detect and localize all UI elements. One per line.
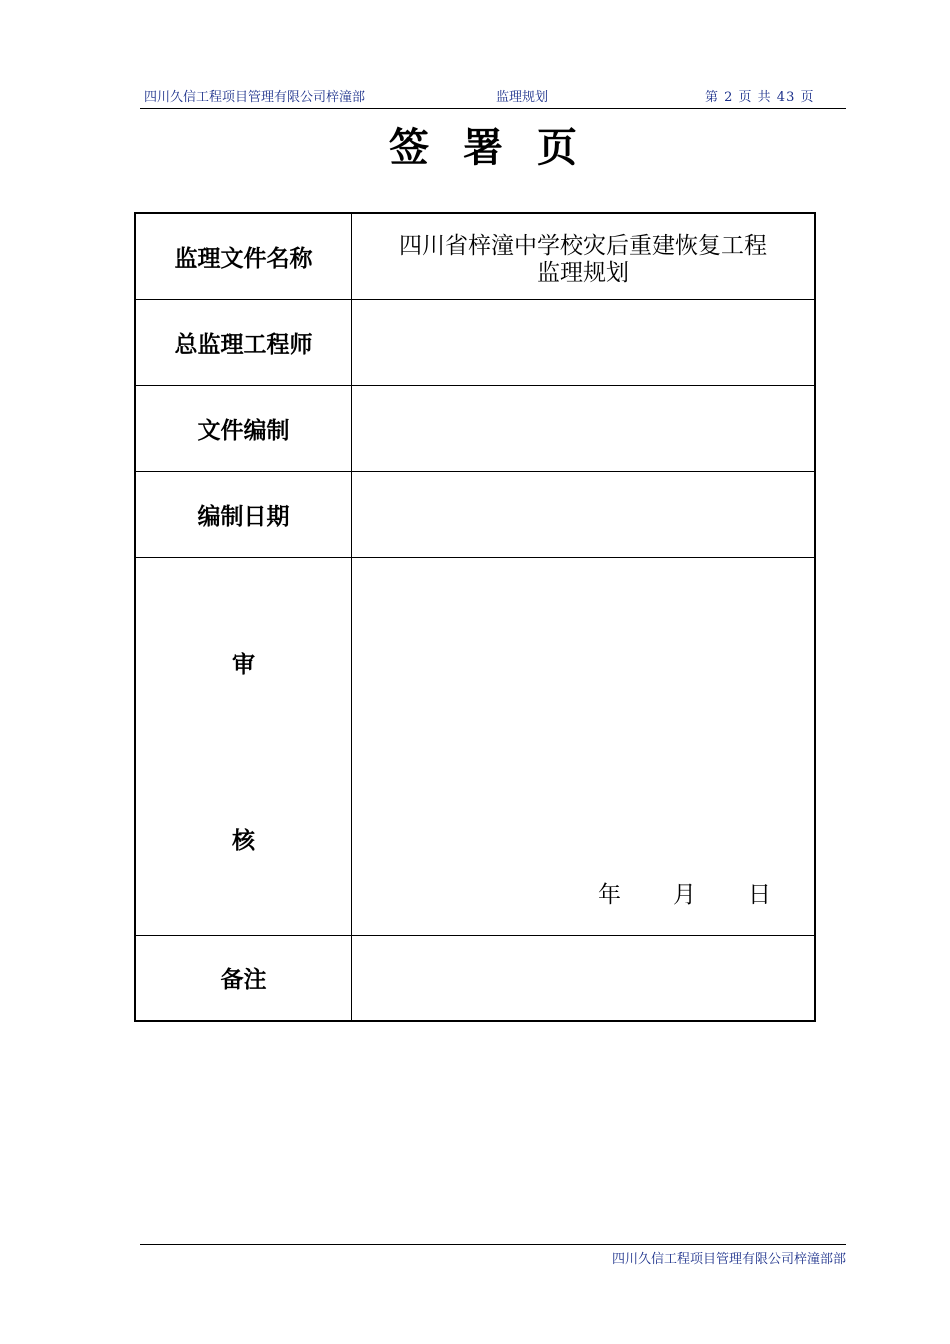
header-divider (140, 108, 846, 109)
date-day-label: 日 (748, 881, 771, 908)
doc-name-line1: 四川省梓潼中学校灾后重建恢复工程 (399, 233, 767, 260)
row-value-compile-date (352, 471, 816, 557)
review-date-line (598, 876, 771, 909)
table-row (135, 213, 815, 299)
row-value-review (352, 557, 816, 935)
row-label-review (135, 557, 352, 935)
row-value-chief-engineer (352, 299, 816, 385)
row-value-remarks (352, 935, 816, 1021)
page-header (140, 84, 846, 108)
page-title: 签署页 (389, 125, 611, 171)
row-value-doc-name (352, 213, 816, 299)
table-row (135, 299, 815, 385)
doc-name-line2: 监理规划 (537, 260, 629, 287)
table-row-review (135, 557, 815, 935)
review-char-2: 核 (232, 827, 255, 854)
row-label-compile-date: 编制日期 (135, 471, 352, 557)
footer-divider (140, 1244, 846, 1245)
table-row (135, 385, 815, 471)
row-label-remarks: 备注 (135, 935, 352, 1021)
table-row (135, 935, 815, 1021)
header-page-info: 第 2 页 共 43 页 (705, 90, 815, 105)
row-label-compiled-by: 文件编制 (135, 385, 352, 471)
date-month-label: 月 (673, 881, 696, 908)
header-company: 四川久信工程项目管理有限公司梓潼部 (144, 90, 366, 105)
date-year-label: 年 (598, 881, 621, 908)
header-doc-type: 监理规划 (496, 90, 549, 105)
row-label-doc-name: 监理文件名称 (135, 213, 352, 299)
footer-company: 四川久信工程项目管理有限公司梓潼部部 (611, 1252, 846, 1267)
table-row (135, 471, 815, 557)
row-value-compiled-by (352, 385, 816, 471)
review-char-1: 审 (232, 651, 255, 678)
signature-table (134, 212, 816, 1022)
row-label-chief-engineer: 总监理工程师 (135, 299, 352, 385)
